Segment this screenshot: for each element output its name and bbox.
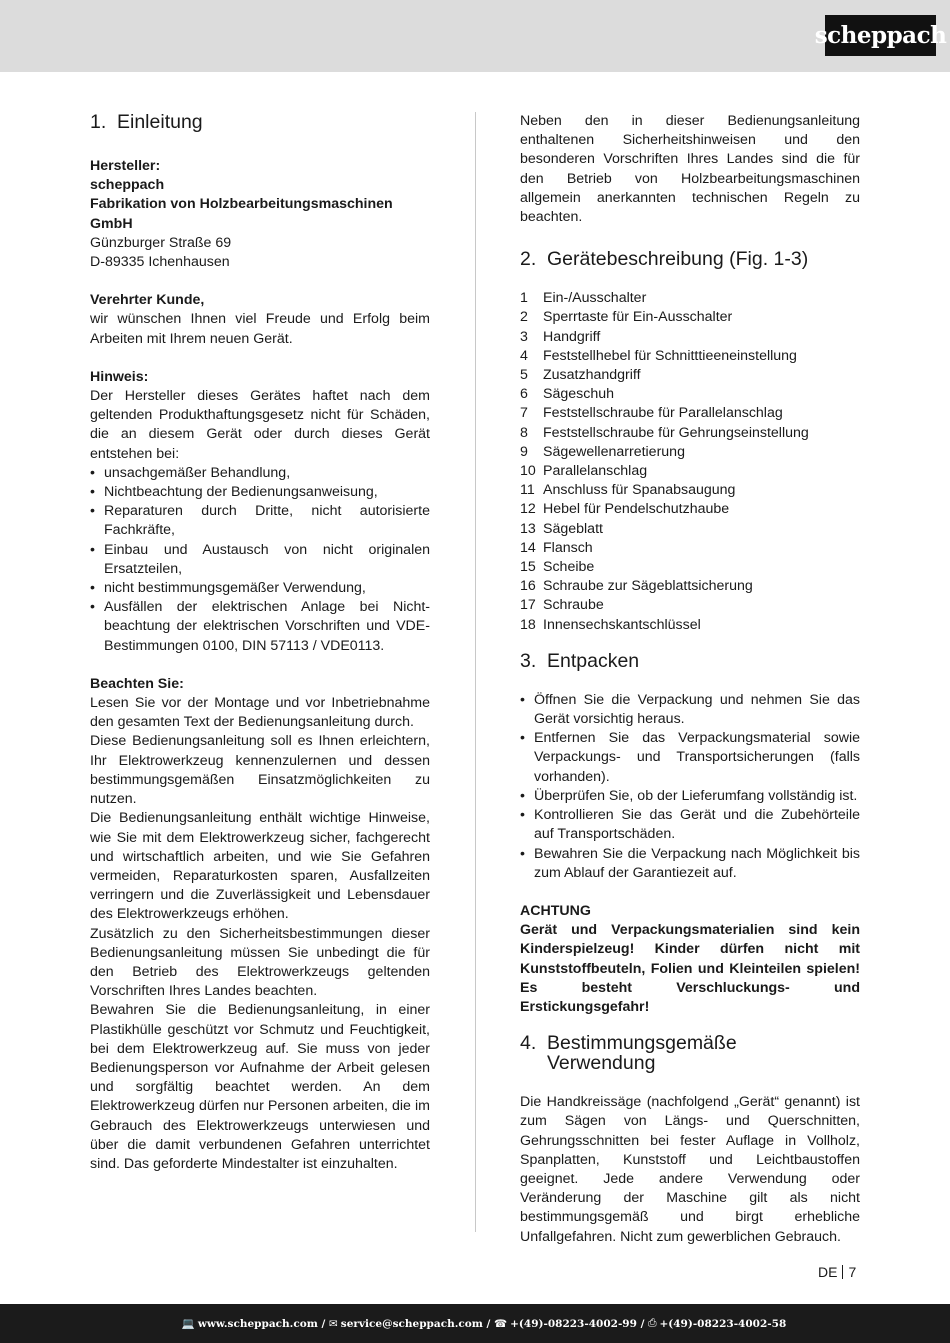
footer-bar <box>0 1304 950 1343</box>
phone-number: +(49)-08223-4002-99 / <box>510 1317 645 1330</box>
section-title: Entpacken <box>547 649 640 672</box>
website-link[interactable]: www.scheppach.com / <box>197 1317 326 1330</box>
list-item: 7 Feststellschraube für Parallelanschlag <box>520 405 783 422</box>
section-title: Bestimmungsgemäße <box>547 1032 737 1055</box>
paragraph: Zusätzlich zu den Sicherheitsbestimmungen dieser Bedienungsanleitung müssen Sie unbedingt die für den Betrieb des Elektrowerkzeugs geltenden Vorschriften Ihres Landes beachten. <box>90 925 430 1000</box>
column-divider <box>475 112 476 1232</box>
greeting: Verehrter Kunde, <box>90 292 205 309</box>
note-text: Der Hersteller dieses Gerätes haftet nach dem geltenden Produkthaftungsgesetz nicht für Schäden, die an diesem Gerät oder durch dieses Gerät entstehen bei: <box>90 388 430 462</box>
list-item: 8 Feststellschraube für Gehrungseinstellung <box>520 424 809 441</box>
left-column <box>90 112 430 1174</box>
parts-list <box>520 289 860 635</box>
page-number-value: 7 <box>848 1264 857 1280</box>
list-item: 14 Flansch <box>520 539 593 556</box>
list-item: • Ausfällen der elektrischen Anlage bei Nicht-beachtung der elektrischen Vorschriften und VDE-Bestimmungen 0100, DIN 57113 / VDE0113. <box>90 598 430 656</box>
greeting-text: wir wünschen Ihnen viel Freude und Erfolg beim Arbeiten mit Ihrem neuen Gerät. <box>90 311 430 347</box>
list-item: • Öffnen Sie die Verpackung und nehmen Sie das Gerät vorsichtig heraus. <box>520 691 860 729</box>
list-item: 5 Zusatzhandgriff <box>520 367 641 384</box>
list-item: 15 Scheibe <box>520 559 595 576</box>
paragraph: Neben den in dieser Bedienungsanleitung enthaltenen Sicherheitshinweisen und den besonderen Vorschriften Ihres Landes sind die für den Betrieb von Holzbearbeitungsmaschinen allgemein anerkannten technischen Regeln zu beachten. <box>520 113 860 226</box>
list-item: • Reparaturen durch Dritte, nicht autorisierte Fachkräfte, <box>90 502 430 540</box>
language-code: DE <box>818 1264 838 1280</box>
list-item: 4 Feststellhebel für Schnitttieeneinstellung <box>520 347 797 364</box>
company-name: scheppach <box>90 177 165 194</box>
list-item: • Überprüfen Sie, ob der Lieferumfang vollständig ist. <box>520 787 860 806</box>
paragraph: Die Bedienungsanleitung enthält wichtige Hinweise, wie Sie mit dem Elektrowerkzeug sicher, fachgerecht und wirtschaftlich arbeiten, und wie Sie Gefahren vermeiden, Reparaturkosten sparen, Ausfallzeiten verringern und die Zuverlässigkeit und Lebensdauer des Elektrowerkzeugs erhöhen. <box>90 810 430 923</box>
observe-label: Beachten Sie: <box>90 675 184 692</box>
list-item: • unsachgemäßer Behandlung, <box>90 464 430 483</box>
list-item: 2 Sperrtaste für Ein-Ausschalter <box>520 309 733 326</box>
list-item: 1 Ein-/Ausschalter <box>520 290 647 307</box>
list-item: • Bewahren Sie die Verpackung nach Möglichkeit bis zum Ablauf der Garantiezeit auf. <box>520 845 860 883</box>
list-item: • Nichtbeachtung der Bedienungsanweisung, <box>90 483 430 502</box>
paragraph: Lesen Sie vor der Montage und vor Inbetriebnahme den gesamten Text der Bedienungsanleitung durch. <box>90 695 430 731</box>
paragraph: Die Handkreissäge (nachfolgend „Gerät“ genannt) ist zum Sägen von Längs- und Querschnitten, Gehrungsschnitten bei fester Auflage in Vollholz, Spanplatten, Kunststoff und Leichtbaustoffen geeignet. Jede andere Verwendung oder Veränderung der Maschine gilt als nicht bestimmungsgemäß und birgt erhebliche Unfallgefahren. Nicht zum gewerblichen Gebrauch. <box>520 1094 860 1245</box>
list-item: • nicht bestimmungsgemäßer Verwendung, <box>90 579 430 598</box>
section-title: Gerätebeschreibung (Fig. 1-3) <box>547 248 809 271</box>
list-item: 11 Anschluss für Spanabsaugung <box>520 482 736 499</box>
section-number: 1. <box>90 111 107 133</box>
section-1-heading <box>90 112 430 132</box>
unpacking-list <box>520 691 860 883</box>
computer-icon: 💻 <box>181 1318 195 1330</box>
list-item: • Kontrollieren Sie das Gerät und die Zubehörteile auf Transportschäden. <box>520 806 860 844</box>
email-link[interactable]: service@scheppach.com / <box>340 1317 491 1330</box>
section-4-heading <box>520 1033 860 1073</box>
list-item: 10 Parallelanschlag <box>520 463 648 480</box>
telephone-icon: ☎ <box>494 1317 508 1330</box>
list-item: 17 Schraube <box>520 597 604 614</box>
list-item: 12 Hebel für Pendelschutzhaube <box>520 501 730 518</box>
brand-logo: scheppach <box>825 15 936 56</box>
page-number <box>818 1264 856 1280</box>
list-item: 6 Sägeschuh <box>520 386 614 403</box>
warning-label: ACHTUNG <box>520 902 591 919</box>
section-number: 4. <box>520 1032 537 1055</box>
list-item: • Einbau und Austausch von nicht originalen Ersatzteilen, <box>90 541 430 579</box>
paragraph: Bewahren Sie die Bedienungsanleitung, in einer Plastikhülle geschützt vor Schmutz und Feuchtigkeit, bei dem Elektrowerkzeug auf. Sie muss von jeder Bedienungsperson vor Aufnahme der Arbeit gelesen und sorgfältig beachtet werden. An dem Elektrowerkzeug dürfen nur Personen arbeiten, die im Gebrauch des Elektrowerkzeugs unterwiesen und über die damit verbundenen Gefahren unterrichtet sind. Das geforderte Mindestalter ist einzuhalten. <box>90 1002 430 1172</box>
paragraph: Diese Bedienungsanleitung soll es Ihnen erleichtern, Ihr Elektrowerkzeug kennenzulernen und dessen bestimmungsgemäßen Einsatzmöglichkeiten zu nutzen. <box>90 733 430 808</box>
manufacturer-label: Hersteller: <box>90 158 161 174</box>
company-full-name: Fabrikation von Holzbearbeitungsmaschinen GmbH <box>90 196 393 232</box>
header-bar <box>0 0 950 72</box>
section-title: Verwendung <box>547 1052 656 1075</box>
section-2-heading <box>520 249 860 269</box>
fax-number: +(49)-08223-4002-58 <box>659 1317 787 1330</box>
page-number-divider <box>842 1265 843 1279</box>
mail-icon: ✉ <box>328 1317 338 1330</box>
list-item: 16 Schraube zur Sägeblattsicherung <box>520 578 753 595</box>
liability-list <box>90 464 430 656</box>
section-3-heading <box>520 651 860 671</box>
section-number: 2. <box>520 248 537 271</box>
list-item: • Entfernen Sie das Verpackungsmaterial sowie Verpackungs- und Transportsicherungen (falls vorhanden). <box>520 729 860 787</box>
section-number: 3. <box>520 649 537 672</box>
address-street: Günzburger Straße 69 <box>90 234 232 251</box>
note-label: Hinweis: <box>90 368 149 385</box>
warning-text: Gerät und Verpackungsmaterialien sind kein Kinderspielzeug! Kinder dürfen nicht mit Kunststoffbeuteln, Folien und Kleinteilen spielen! Es besteht Verschluckungs- und Erstickungsgefahr! <box>520 922 860 1015</box>
fax-icon: ⎙ <box>648 1317 657 1329</box>
list-item: 3 Handgriff <box>520 328 601 345</box>
list-item: 9 Sägewellenarretierung <box>520 443 685 460</box>
list-item: 13 Sägeblatt <box>520 520 603 537</box>
right-column <box>520 112 860 1247</box>
section-title: Einleitung <box>117 111 203 133</box>
list-item: 18 Innensechskantschlüssel <box>520 616 701 633</box>
address-city: D-89335 Ichenhausen <box>90 254 230 271</box>
